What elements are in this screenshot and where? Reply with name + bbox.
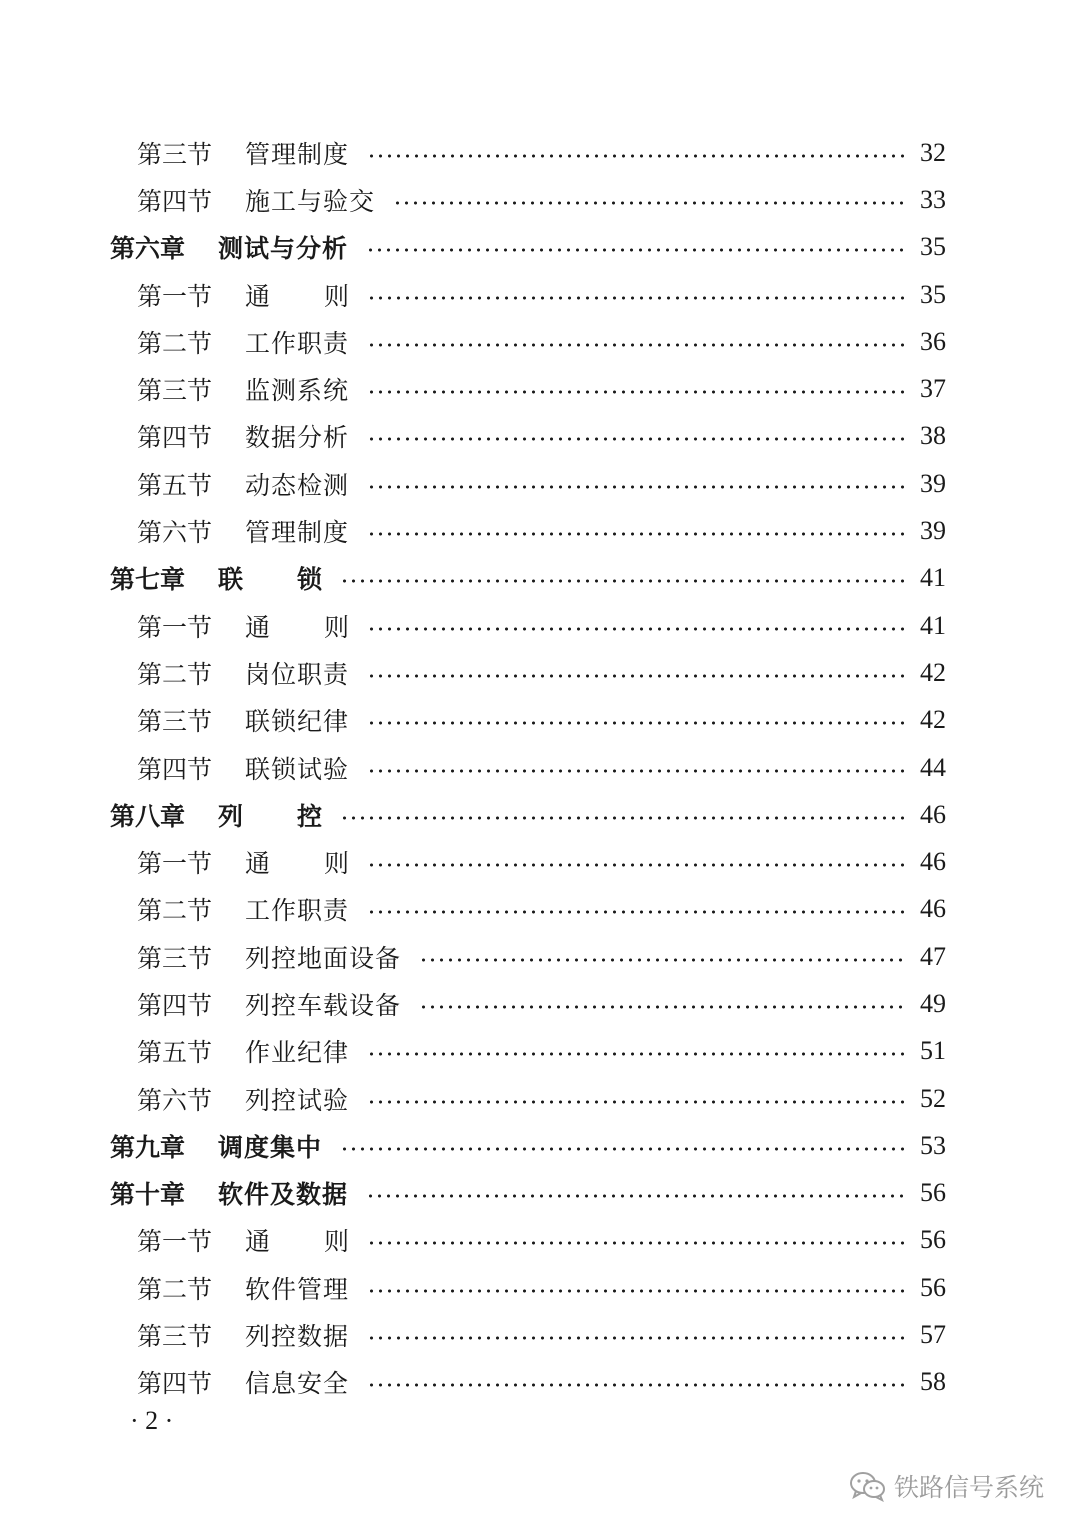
dot-leader [366, 1194, 904, 1198]
toc-entry-page: 35 [920, 279, 946, 309]
toc-entry-title: 联锁纪律 [245, 707, 350, 737]
toc-section-row [137, 744, 946, 791]
toc-entry-page: 46 [920, 847, 946, 877]
toc-entry-title: 岗位职责 [245, 659, 350, 689]
table-of-contents [0, 129, 1080, 1406]
dot-leader [367, 910, 904, 914]
toc-entry-title: 联 锁 [218, 565, 322, 595]
toc-entry-title: 列控试验 [245, 1085, 350, 1115]
toc-entry-title: 联锁试验 [245, 754, 350, 784]
toc-entry-number: 第三节 [137, 943, 213, 973]
toc-entry-number: 第四节 [137, 1369, 213, 1399]
toc-section-row [137, 886, 946, 933]
toc-section-row [137, 1028, 946, 1075]
toc-section-row [137, 1311, 946, 1358]
toc-entry-number: 第五节 [137, 1038, 213, 1068]
toc-entry-number: 第一节 [137, 612, 213, 642]
toc-entry-page: 57 [920, 1320, 946, 1350]
toc-entry-number: 第二节 [137, 1274, 213, 1304]
toc-entry-page: 38 [920, 421, 946, 451]
dot-leader [340, 816, 904, 820]
dot-leader [340, 579, 904, 583]
dot-leader [367, 863, 904, 867]
toc-section-row [137, 365, 946, 412]
toc-entry-page: 39 [920, 516, 946, 546]
toc-section-row [137, 697, 946, 744]
toc-entry-page: 44 [920, 752, 946, 782]
toc-entry-title: 列控数据 [245, 1322, 350, 1352]
dot-leader [367, 1100, 904, 1104]
toc-entry-page: 46 [920, 799, 946, 829]
toc-entry-title: 列 控 [218, 801, 322, 831]
dot-leader [367, 154, 904, 158]
toc-entry-title: 通 则 [245, 612, 349, 642]
toc-entry-number: 第三节 [137, 707, 213, 737]
toc-entry-number: 第一节 [137, 281, 213, 311]
toc-entry-page: 35 [920, 232, 946, 262]
dot-leader [367, 721, 904, 725]
toc-entry-title: 工作职责 [245, 896, 350, 926]
dot-leader [367, 1383, 904, 1387]
toc-entry-number: 第三节 [137, 376, 213, 406]
toc-chapter-row [110, 555, 946, 602]
toc-section-row [137, 602, 946, 649]
toc-entry-page: 47 [920, 941, 946, 971]
toc-entry-page: 49 [920, 988, 946, 1018]
toc-entry-number: 第六节 [137, 1085, 213, 1115]
toc-section-row [137, 318, 946, 365]
toc-entry-number: 第二节 [137, 328, 213, 358]
toc-entry-title: 通 则 [245, 281, 349, 311]
toc-entry-page: 56 [920, 1178, 946, 1208]
toc-entry-number: 第八章 [110, 801, 186, 831]
toc-entry-title: 监测系统 [245, 376, 350, 406]
toc-entry-number: 第五节 [137, 470, 213, 500]
toc-entry-page: 41 [920, 610, 946, 640]
dot-leader [367, 437, 904, 441]
dot-leader [366, 248, 904, 252]
toc-entry-title: 数据分析 [245, 423, 350, 453]
toc-entry-page: 37 [920, 374, 946, 404]
toc-entry-number: 第七章 [110, 565, 186, 595]
toc-section-row [137, 1264, 946, 1311]
dot-leader [367, 296, 904, 300]
toc-entry-page: 41 [920, 563, 946, 593]
toc-entry-number: 第四节 [137, 990, 213, 1020]
dot-leader [367, 532, 904, 536]
toc-entry-title: 工作职责 [245, 328, 350, 358]
toc-section-row [137, 933, 946, 980]
toc-entry-title: 动态检测 [245, 470, 350, 500]
toc-entry-title: 软件管理 [245, 1274, 350, 1304]
toc-chapter-row [110, 1170, 946, 1217]
toc-entry-title: 软件及数据 [218, 1180, 349, 1210]
toc-entry-title: 施工与验交 [245, 186, 376, 216]
toc-entry-title: 调度集中 [218, 1132, 323, 1162]
toc-entry-title: 列控地面设备 [245, 943, 402, 973]
wechat-icon [848, 1470, 888, 1502]
toc-section-row [137, 507, 946, 554]
toc-entry-page: 46 [920, 894, 946, 924]
toc-entry-number: 第一节 [137, 1227, 213, 1257]
toc-entry-page: 58 [920, 1367, 946, 1397]
toc-section-row [137, 460, 946, 507]
dot-leader [367, 485, 904, 489]
toc-section-row [137, 1217, 946, 1264]
watermark [848, 1468, 1044, 1504]
dot-leader [367, 1336, 904, 1340]
watermark-text: 铁路信号系统 [893, 1473, 1044, 1502]
toc-entry-page: 56 [920, 1272, 946, 1302]
toc-section-row [137, 271, 946, 318]
toc-entry-number: 第四节 [137, 423, 213, 453]
dot-leader [419, 1005, 904, 1009]
toc-entry-number: 第六章 [110, 234, 186, 264]
toc-entry-number: 第四节 [137, 754, 213, 784]
toc-chapter-row [110, 1122, 946, 1169]
toc-section-row [137, 980, 946, 1027]
toc-entry-page: 51 [920, 1036, 946, 1066]
toc-section-row [137, 176, 946, 223]
dot-leader [367, 627, 904, 631]
toc-entry-page: 42 [920, 657, 946, 687]
toc-entry-title: 通 则 [245, 1227, 349, 1257]
toc-section-row [137, 413, 946, 460]
dot-leader [367, 390, 904, 394]
dot-leader [419, 958, 904, 962]
toc-entry-number: 第三节 [137, 139, 213, 169]
toc-entry-page: 56 [920, 1225, 946, 1255]
dot-leader [367, 1052, 904, 1056]
toc-entry-title: 管理制度 [245, 518, 350, 548]
dot-leader [367, 343, 904, 347]
toc-entry-number: 第九章 [110, 1132, 186, 1162]
toc-entry-number: 第二节 [137, 659, 213, 689]
toc-entry-number: 第六节 [137, 518, 213, 548]
toc-entry-title: 列控车载设备 [245, 990, 402, 1020]
toc-entry-title: 测试与分析 [218, 234, 349, 264]
toc-entry-title: 作业纪律 [245, 1038, 350, 1068]
toc-section-row [137, 1075, 946, 1122]
toc-entry-page: 36 [920, 326, 946, 356]
toc-entry-number: 第三节 [137, 1322, 213, 1352]
toc-chapter-row [110, 224, 946, 271]
dot-leader [340, 1147, 904, 1151]
dot-leader [367, 674, 904, 678]
toc-entry-page: 42 [920, 705, 946, 735]
toc-entry-number: 第一节 [137, 849, 213, 879]
toc-chapter-row [110, 791, 946, 838]
toc-entry-page: 52 [920, 1083, 946, 1113]
toc-entry-page: 33 [920, 184, 946, 214]
toc-section-row [137, 1359, 946, 1406]
toc-entry-page: 32 [920, 137, 946, 167]
toc-entry-title: 管理制度 [245, 139, 350, 169]
dot-leader [367, 1241, 904, 1245]
toc-entry-page: 53 [920, 1130, 946, 1160]
toc-entry-title: 信息安全 [245, 1369, 350, 1399]
toc-section-row [137, 129, 946, 176]
toc-entry-number: 第四节 [137, 186, 213, 216]
toc-entry-number: 第十章 [110, 1180, 186, 1210]
toc-entry-number: 第二节 [137, 896, 213, 926]
toc-entry-title: 通 则 [245, 849, 349, 879]
page-number: · 2 · [130, 1406, 174, 1435]
dot-leader [393, 201, 904, 205]
dot-leader [367, 769, 904, 773]
dot-leader [367, 1289, 904, 1293]
toc-section-row [137, 838, 946, 885]
toc-entry-page: 39 [920, 468, 946, 498]
toc-section-row [137, 649, 946, 696]
